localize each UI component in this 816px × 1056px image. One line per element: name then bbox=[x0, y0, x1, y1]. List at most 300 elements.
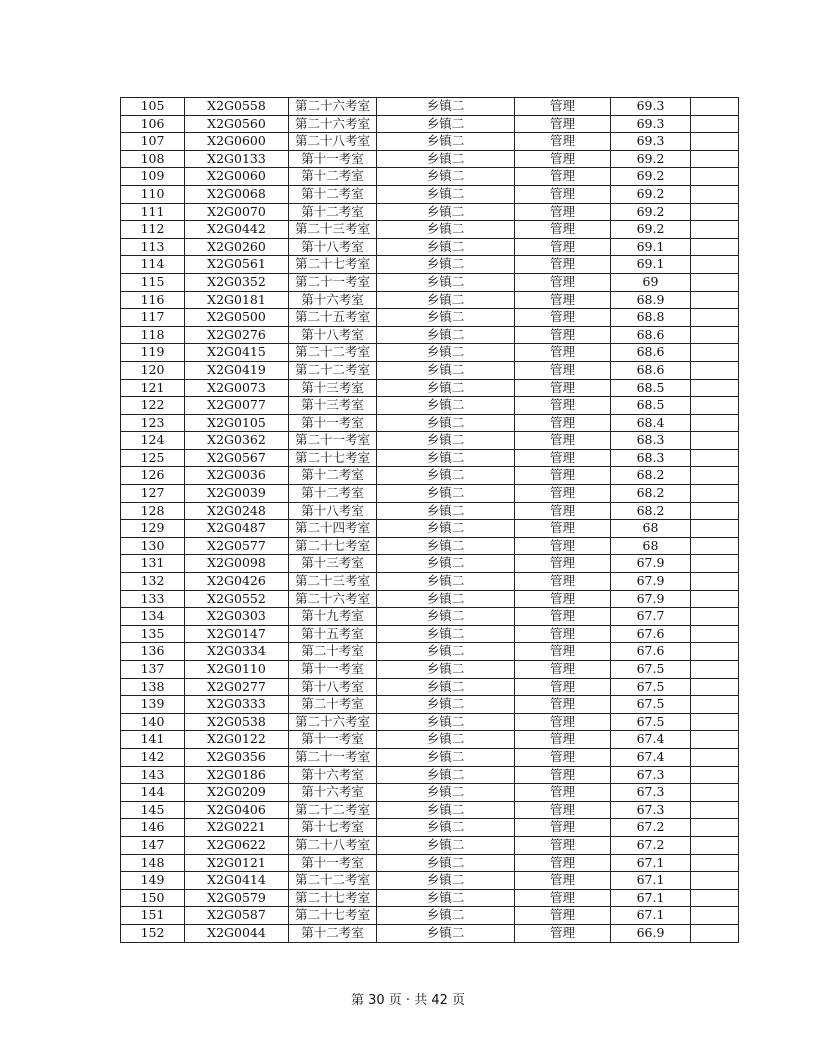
exam-room-cell: 第二十八考室 bbox=[289, 133, 377, 151]
position-cell: 乡镇二 bbox=[377, 98, 515, 116]
position-cell: 乡镇二 bbox=[377, 924, 515, 942]
exam-id-cell: X2G0415 bbox=[185, 344, 289, 362]
exam-id-cell: X2G0276 bbox=[185, 326, 289, 344]
rank-cell: 120 bbox=[121, 361, 185, 379]
exam-id-cell: X2G0105 bbox=[185, 414, 289, 432]
remark-cell bbox=[691, 291, 739, 309]
remark-cell bbox=[691, 397, 739, 415]
position-cell: 乡镇二 bbox=[377, 432, 515, 450]
position-cell: 乡镇二 bbox=[377, 238, 515, 256]
score-cell: 67.7 bbox=[611, 608, 691, 626]
exam-room-cell: 第十八考室 bbox=[289, 238, 377, 256]
score-cell: 67.4 bbox=[611, 731, 691, 749]
category-cell: 管理 bbox=[515, 696, 611, 714]
remark-cell bbox=[691, 115, 739, 133]
category-cell: 管理 bbox=[515, 168, 611, 186]
score-cell: 67.3 bbox=[611, 784, 691, 802]
remark-cell bbox=[691, 625, 739, 643]
position-cell: 乡镇二 bbox=[377, 608, 515, 626]
position-cell: 乡镇二 bbox=[377, 344, 515, 362]
table-row bbox=[121, 836, 739, 854]
rank-cell: 107 bbox=[121, 133, 185, 151]
rank-cell: 119 bbox=[121, 344, 185, 362]
score-cell: 67.5 bbox=[611, 696, 691, 714]
exam-room-cell: 第十六考室 bbox=[289, 291, 377, 309]
score-table-body bbox=[121, 98, 739, 943]
rank-cell: 131 bbox=[121, 555, 185, 573]
rank-cell: 140 bbox=[121, 713, 185, 731]
score-cell: 68.2 bbox=[611, 485, 691, 503]
table-row bbox=[121, 924, 739, 942]
position-cell: 乡镇二 bbox=[377, 168, 515, 186]
rank-cell: 109 bbox=[121, 168, 185, 186]
remark-cell bbox=[691, 854, 739, 872]
category-cell: 管理 bbox=[515, 766, 611, 784]
remark-cell bbox=[691, 696, 739, 714]
exam-id-cell: X2G0044 bbox=[185, 924, 289, 942]
exam-id-cell: X2G0600 bbox=[185, 133, 289, 151]
exam-room-cell: 第十八考室 bbox=[289, 326, 377, 344]
remark-cell bbox=[691, 168, 739, 186]
rank-cell: 149 bbox=[121, 872, 185, 890]
exam-room-cell: 第十八考室 bbox=[289, 502, 377, 520]
exam-id-cell: X2G0039 bbox=[185, 485, 289, 503]
table-row bbox=[121, 502, 739, 520]
score-cell: 67.2 bbox=[611, 836, 691, 854]
position-cell: 乡镇二 bbox=[377, 203, 515, 221]
rank-cell: 137 bbox=[121, 661, 185, 679]
category-cell: 管理 bbox=[515, 819, 611, 837]
score-cell: 67.5 bbox=[611, 678, 691, 696]
exam-room-cell: 第二十考室 bbox=[289, 643, 377, 661]
position-cell: 乡镇二 bbox=[377, 361, 515, 379]
exam-room-cell: 第二十二考室 bbox=[289, 344, 377, 362]
rank-cell: 123 bbox=[121, 414, 185, 432]
position-cell: 乡镇二 bbox=[377, 819, 515, 837]
category-cell: 管理 bbox=[515, 625, 611, 643]
remark-cell bbox=[691, 784, 739, 802]
score-cell: 67.6 bbox=[611, 625, 691, 643]
exam-id-cell: X2G0073 bbox=[185, 379, 289, 397]
remark-cell bbox=[691, 185, 739, 203]
position-cell: 乡镇二 bbox=[377, 133, 515, 151]
rank-cell: 110 bbox=[121, 185, 185, 203]
remark-cell bbox=[691, 133, 739, 151]
position-cell: 乡镇二 bbox=[377, 150, 515, 168]
category-cell: 管理 bbox=[515, 608, 611, 626]
table-row bbox=[121, 291, 739, 309]
exam-id-cell: X2G0560 bbox=[185, 115, 289, 133]
remark-cell bbox=[691, 326, 739, 344]
category-cell: 管理 bbox=[515, 590, 611, 608]
exam-id-cell: X2G0133 bbox=[185, 150, 289, 168]
rank-cell: 105 bbox=[121, 98, 185, 116]
category-cell: 管理 bbox=[515, 221, 611, 239]
remark-cell bbox=[691, 221, 739, 239]
remark-cell bbox=[691, 520, 739, 538]
exam-room-cell: 第二十四考室 bbox=[289, 520, 377, 538]
remark-cell bbox=[691, 661, 739, 679]
score-cell: 69.3 bbox=[611, 133, 691, 151]
exam-id-cell: X2G0098 bbox=[185, 555, 289, 573]
remark-cell bbox=[691, 537, 739, 555]
score-cell: 69.2 bbox=[611, 221, 691, 239]
score-cell: 67.1 bbox=[611, 854, 691, 872]
score-cell: 67.3 bbox=[611, 801, 691, 819]
category-cell: 管理 bbox=[515, 449, 611, 467]
score-cell: 67.6 bbox=[611, 643, 691, 661]
remark-cell bbox=[691, 766, 739, 784]
exam-id-cell: X2G0121 bbox=[185, 854, 289, 872]
category-cell: 管理 bbox=[515, 801, 611, 819]
category-cell: 管理 bbox=[515, 924, 611, 942]
remark-cell bbox=[691, 309, 739, 327]
table-row bbox=[121, 133, 739, 151]
category-cell: 管理 bbox=[515, 115, 611, 133]
category-cell: 管理 bbox=[515, 397, 611, 415]
score-cell: 67.9 bbox=[611, 590, 691, 608]
exam-id-cell: X2G0500 bbox=[185, 309, 289, 327]
position-cell: 乡镇二 bbox=[377, 889, 515, 907]
rank-cell: 144 bbox=[121, 784, 185, 802]
rank-cell: 128 bbox=[121, 502, 185, 520]
exam-id-cell: X2G0060 bbox=[185, 168, 289, 186]
table-row bbox=[121, 98, 739, 116]
exam-room-cell: 第二十五考室 bbox=[289, 309, 377, 327]
rank-cell: 152 bbox=[121, 924, 185, 942]
table-row bbox=[121, 766, 739, 784]
exam-id-cell: X2G0352 bbox=[185, 273, 289, 291]
table-row bbox=[121, 185, 739, 203]
table-row bbox=[121, 555, 739, 573]
rank-cell: 151 bbox=[121, 907, 185, 925]
rank-cell: 148 bbox=[121, 854, 185, 872]
remark-cell bbox=[691, 608, 739, 626]
score-cell: 68.5 bbox=[611, 379, 691, 397]
exam-room-cell: 第二十一考室 bbox=[289, 748, 377, 766]
category-cell: 管理 bbox=[515, 414, 611, 432]
rank-cell: 117 bbox=[121, 309, 185, 327]
remark-cell bbox=[691, 238, 739, 256]
exam-room-cell: 第十一考室 bbox=[289, 854, 377, 872]
rank-cell: 139 bbox=[121, 696, 185, 714]
table-row bbox=[121, 537, 739, 555]
table-row bbox=[121, 748, 739, 766]
rank-cell: 130 bbox=[121, 537, 185, 555]
table-row bbox=[121, 889, 739, 907]
category-cell: 管理 bbox=[515, 889, 611, 907]
remark-cell bbox=[691, 819, 739, 837]
remark-cell bbox=[691, 713, 739, 731]
score-cell: 69.1 bbox=[611, 256, 691, 274]
exam-room-cell: 第十二考室 bbox=[289, 485, 377, 503]
table-row bbox=[121, 573, 739, 591]
score-cell: 67.5 bbox=[611, 661, 691, 679]
category-cell: 管理 bbox=[515, 309, 611, 327]
score-cell: 69 bbox=[611, 273, 691, 291]
category-cell: 管理 bbox=[515, 872, 611, 890]
exam-id-cell: X2G0209 bbox=[185, 784, 289, 802]
exam-room-cell: 第二十七考室 bbox=[289, 256, 377, 274]
table-row bbox=[121, 784, 739, 802]
table-row bbox=[121, 168, 739, 186]
table-row bbox=[121, 326, 739, 344]
position-cell: 乡镇二 bbox=[377, 731, 515, 749]
table-row bbox=[121, 379, 739, 397]
exam-id-cell: X2G0587 bbox=[185, 907, 289, 925]
rank-cell: 134 bbox=[121, 608, 185, 626]
position-cell: 乡镇二 bbox=[377, 625, 515, 643]
category-cell: 管理 bbox=[515, 907, 611, 925]
score-cell: 68.3 bbox=[611, 449, 691, 467]
exam-id-cell: X2G0426 bbox=[185, 573, 289, 591]
table-row bbox=[121, 115, 739, 133]
remark-cell bbox=[691, 731, 739, 749]
category-cell: 管理 bbox=[515, 150, 611, 168]
exam-room-cell: 第十二考室 bbox=[289, 185, 377, 203]
exam-id-cell: X2G0070 bbox=[185, 203, 289, 221]
remark-cell bbox=[691, 590, 739, 608]
exam-room-cell: 第十六考室 bbox=[289, 766, 377, 784]
category-cell: 管理 bbox=[515, 326, 611, 344]
category-cell: 管理 bbox=[515, 361, 611, 379]
exam-id-cell: X2G0248 bbox=[185, 502, 289, 520]
position-cell: 乡镇二 bbox=[377, 273, 515, 291]
category-cell: 管理 bbox=[515, 467, 611, 485]
rank-cell: 116 bbox=[121, 291, 185, 309]
remark-cell bbox=[691, 502, 739, 520]
rank-cell: 114 bbox=[121, 256, 185, 274]
table-row bbox=[121, 256, 739, 274]
category-cell: 管理 bbox=[515, 98, 611, 116]
exam-id-cell: X2G0356 bbox=[185, 748, 289, 766]
position-cell: 乡镇二 bbox=[377, 115, 515, 133]
exam-room-cell: 第二十考室 bbox=[289, 696, 377, 714]
exam-room-cell: 第十三考室 bbox=[289, 555, 377, 573]
category-cell: 管理 bbox=[515, 784, 611, 802]
table-row bbox=[121, 731, 739, 749]
exam-id-cell: X2G0419 bbox=[185, 361, 289, 379]
exam-room-cell: 第十七考室 bbox=[289, 819, 377, 837]
rank-cell: 126 bbox=[121, 467, 185, 485]
table-row bbox=[121, 432, 739, 450]
exam-id-cell: X2G0577 bbox=[185, 537, 289, 555]
remark-cell bbox=[691, 573, 739, 591]
position-cell: 乡镇二 bbox=[377, 643, 515, 661]
category-cell: 管理 bbox=[515, 713, 611, 731]
exam-id-cell: X2G0036 bbox=[185, 467, 289, 485]
category-cell: 管理 bbox=[515, 537, 611, 555]
exam-room-cell: 第二十八考室 bbox=[289, 836, 377, 854]
score-cell: 67.1 bbox=[611, 889, 691, 907]
exam-id-cell: X2G0622 bbox=[185, 836, 289, 854]
exam-room-cell: 第二十二考室 bbox=[289, 361, 377, 379]
table-row bbox=[121, 907, 739, 925]
rank-cell: 133 bbox=[121, 590, 185, 608]
exam-room-cell: 第二十七考室 bbox=[289, 889, 377, 907]
score-cell: 67.1 bbox=[611, 872, 691, 890]
position-cell: 乡镇二 bbox=[377, 713, 515, 731]
position-cell: 乡镇二 bbox=[377, 221, 515, 239]
score-cell: 69.2 bbox=[611, 185, 691, 203]
exam-id-cell: X2G0362 bbox=[185, 432, 289, 450]
position-cell: 乡镇二 bbox=[377, 326, 515, 344]
remark-cell bbox=[691, 379, 739, 397]
exam-id-cell: X2G0487 bbox=[185, 520, 289, 538]
rank-cell: 132 bbox=[121, 573, 185, 591]
table-row bbox=[121, 801, 739, 819]
position-cell: 乡镇二 bbox=[377, 555, 515, 573]
position-cell: 乡镇二 bbox=[377, 256, 515, 274]
table-row bbox=[121, 819, 739, 837]
position-cell: 乡镇二 bbox=[377, 520, 515, 538]
score-cell: 69.2 bbox=[611, 168, 691, 186]
position-cell: 乡镇二 bbox=[377, 573, 515, 591]
rank-cell: 122 bbox=[121, 397, 185, 415]
score-cell: 68.5 bbox=[611, 397, 691, 415]
exam-id-cell: X2G0333 bbox=[185, 696, 289, 714]
exam-id-cell: X2G0406 bbox=[185, 801, 289, 819]
exam-id-cell: X2G0567 bbox=[185, 449, 289, 467]
rank-cell: 106 bbox=[121, 115, 185, 133]
position-cell: 乡镇二 bbox=[377, 185, 515, 203]
table-row bbox=[121, 361, 739, 379]
score-cell: 68.4 bbox=[611, 414, 691, 432]
score-cell: 68.6 bbox=[611, 344, 691, 362]
exam-id-cell: X2G0442 bbox=[185, 221, 289, 239]
position-cell: 乡镇二 bbox=[377, 309, 515, 327]
remark-cell bbox=[691, 98, 739, 116]
score-cell: 67.1 bbox=[611, 907, 691, 925]
rank-cell: 115 bbox=[121, 273, 185, 291]
exam-room-cell: 第二十七考室 bbox=[289, 907, 377, 925]
remark-cell bbox=[691, 678, 739, 696]
table-row bbox=[121, 661, 739, 679]
category-cell: 管理 bbox=[515, 256, 611, 274]
exam-id-cell: X2G0303 bbox=[185, 608, 289, 626]
score-cell: 68.8 bbox=[611, 309, 691, 327]
score-cell: 68 bbox=[611, 537, 691, 555]
table-row bbox=[121, 221, 739, 239]
table-row bbox=[121, 397, 739, 415]
category-cell: 管理 bbox=[515, 379, 611, 397]
score-cell: 68.3 bbox=[611, 432, 691, 450]
position-cell: 乡镇二 bbox=[377, 485, 515, 503]
rank-cell: 147 bbox=[121, 836, 185, 854]
category-cell: 管理 bbox=[515, 485, 611, 503]
exam-room-cell: 第二十二考室 bbox=[289, 872, 377, 890]
rank-cell: 111 bbox=[121, 203, 185, 221]
exam-room-cell: 第二十一考室 bbox=[289, 273, 377, 291]
remark-cell bbox=[691, 748, 739, 766]
exam-id-cell: X2G0077 bbox=[185, 397, 289, 415]
exam-id-cell: X2G0110 bbox=[185, 661, 289, 679]
page-footer: 第 30 页 · 共 42 页 bbox=[350, 993, 465, 1008]
score-table bbox=[120, 97, 739, 943]
position-cell: 乡镇二 bbox=[377, 801, 515, 819]
score-cell: 67.5 bbox=[611, 713, 691, 731]
score-cell: 68.6 bbox=[611, 326, 691, 344]
exam-room-cell: 第十八考室 bbox=[289, 678, 377, 696]
exam-id-cell: X2G0579 bbox=[185, 889, 289, 907]
position-cell: 乡镇二 bbox=[377, 414, 515, 432]
exam-room-cell: 第十二考室 bbox=[289, 467, 377, 485]
rank-cell: 127 bbox=[121, 485, 185, 503]
rank-cell: 143 bbox=[121, 766, 185, 784]
exam-id-cell: X2G0561 bbox=[185, 256, 289, 274]
score-cell: 69.1 bbox=[611, 238, 691, 256]
rank-cell: 125 bbox=[121, 449, 185, 467]
remark-cell bbox=[691, 150, 739, 168]
category-cell: 管理 bbox=[515, 344, 611, 362]
score-cell: 66.9 bbox=[611, 924, 691, 942]
table-row bbox=[121, 520, 739, 538]
rank-cell: 138 bbox=[121, 678, 185, 696]
exam-room-cell: 第二十二考室 bbox=[289, 801, 377, 819]
position-cell: 乡镇二 bbox=[377, 678, 515, 696]
exam-room-cell: 第二十六考室 bbox=[289, 98, 377, 116]
rank-cell: 142 bbox=[121, 748, 185, 766]
table-row bbox=[121, 344, 739, 362]
score-cell: 69.3 bbox=[611, 98, 691, 116]
remark-cell bbox=[691, 555, 739, 573]
category-cell: 管理 bbox=[515, 678, 611, 696]
position-cell: 乡镇二 bbox=[377, 379, 515, 397]
exam-room-cell: 第十五考室 bbox=[289, 625, 377, 643]
rank-cell: 150 bbox=[121, 889, 185, 907]
position-cell: 乡镇二 bbox=[377, 766, 515, 784]
exam-room-cell: 第十二考室 bbox=[289, 924, 377, 942]
category-cell: 管理 bbox=[515, 133, 611, 151]
exam-room-cell: 第十一考室 bbox=[289, 150, 377, 168]
exam-room-cell: 第二十六考室 bbox=[289, 713, 377, 731]
position-cell: 乡镇二 bbox=[377, 907, 515, 925]
exam-id-cell: X2G0260 bbox=[185, 238, 289, 256]
position-cell: 乡镇二 bbox=[377, 784, 515, 802]
table-row bbox=[121, 696, 739, 714]
remark-cell bbox=[691, 907, 739, 925]
category-cell: 管理 bbox=[515, 432, 611, 450]
exam-room-cell: 第二十六考室 bbox=[289, 115, 377, 133]
table-row bbox=[121, 485, 739, 503]
position-cell: 乡镇二 bbox=[377, 590, 515, 608]
category-cell: 管理 bbox=[515, 203, 611, 221]
remark-cell bbox=[691, 467, 739, 485]
category-cell: 管理 bbox=[515, 238, 611, 256]
score-cell: 68.9 bbox=[611, 291, 691, 309]
position-cell: 乡镇二 bbox=[377, 696, 515, 714]
exam-room-cell: 第二十一考室 bbox=[289, 432, 377, 450]
exam-room-cell: 第十二考室 bbox=[289, 203, 377, 221]
position-cell: 乡镇二 bbox=[377, 661, 515, 679]
exam-room-cell: 第十一考室 bbox=[289, 661, 377, 679]
exam-id-cell: X2G0277 bbox=[185, 678, 289, 696]
rank-cell: 112 bbox=[121, 221, 185, 239]
remark-cell bbox=[691, 361, 739, 379]
table-row bbox=[121, 854, 739, 872]
remark-cell bbox=[691, 203, 739, 221]
remark-cell bbox=[691, 432, 739, 450]
remark-cell bbox=[691, 889, 739, 907]
exam-room-cell: 第十二考室 bbox=[289, 168, 377, 186]
table-row bbox=[121, 238, 739, 256]
position-cell: 乡镇二 bbox=[377, 467, 515, 485]
exam-id-cell: X2G0147 bbox=[185, 625, 289, 643]
position-cell: 乡镇二 bbox=[377, 872, 515, 890]
rank-cell: 121 bbox=[121, 379, 185, 397]
exam-id-cell: X2G0068 bbox=[185, 185, 289, 203]
exam-id-cell: X2G0552 bbox=[185, 590, 289, 608]
